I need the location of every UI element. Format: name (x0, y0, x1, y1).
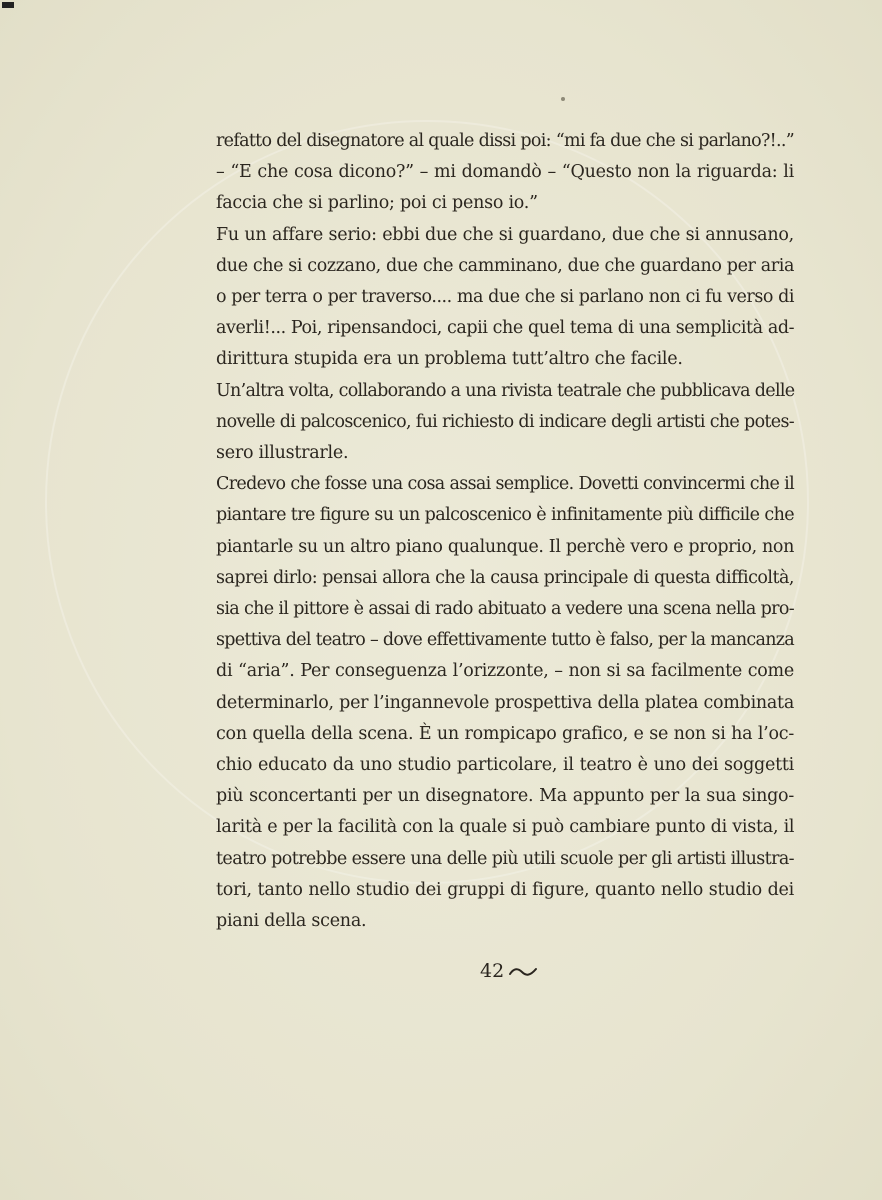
text-line: saprei dirlo: pensai allora che la causa principale di questa difficoltà, (216, 567, 794, 588)
text-line: – “E che cosa dicono?” – mi domandò – “Questo non la riguarda: li (216, 162, 794, 183)
text-line: Un’altra volta, collaborando a una rivista teatrale che pubblicava delle (216, 380, 795, 401)
text-line: o per terra o per traverso.... ma due che si parlano non ci fu verso di (216, 287, 794, 308)
text-line: piantarle su un altro piano qualunque. Il perchè vero e proprio, non (216, 536, 794, 557)
text-line: teatro potrebbe essere una delle più utili scuole per gli artisti illustra- (216, 848, 794, 869)
text-line: Credevo che fosse una cosa assai semplice. Dovetti convincermi che il (216, 474, 794, 495)
text-line: sia che il pittore è assai di rado abituato a vedere una scena nella pro- (216, 599, 794, 620)
text-line: chio educato da uno studio particolare, il teatro è uno dei soggetti (216, 755, 794, 776)
text-line: di “aria”. Per conseguenza l’orizzonte, – non si sa facilmente come (216, 661, 794, 682)
scan-corner-mark (2, 2, 14, 8)
text-line: più sconcertanti per un disegnatore. Ma appunto per la sua singo- (216, 786, 794, 807)
text-line: due che si cozzano, due che camminano, due che guardano per aria (216, 255, 794, 276)
flourish-icon (508, 966, 538, 978)
text-line: Fu un affare serio: ebbi due che si guardano, due che si annusano, (216, 224, 794, 245)
text-line: tori, tanto nello studio dei gruppi di figure, quanto nello studio dei (216, 879, 794, 900)
text-line: con quella della scena. È un rompicapo grafico, e se non si ha l’oc- (216, 723, 794, 744)
text-line: larità e per la facilità con la quale si può cambiare punto di vista, il (216, 817, 795, 838)
paper-speck (561, 97, 565, 101)
page-number-wrapper (480, 960, 538, 982)
text-line: sero illustrarle. (216, 443, 349, 464)
text-line: novelle di palcoscenico, fui richiesto di indicare degli artisti che potes- (216, 411, 794, 432)
text-line: refatto del disegnatore al quale dissi poi: “mi fa due che si parlano?!..” (216, 131, 794, 151)
text-line: dirittura stupida era un problema tutt’altro che facile. (216, 349, 683, 370)
text-line: spettiva del teatro – dove effettivamente tutto è falso, per la mancanza (216, 630, 794, 651)
page-number: 42 (480, 960, 505, 982)
body-text (216, 126, 794, 937)
text-line: faccia che si parlino; poi ci penso io.” (216, 193, 538, 214)
text-line: piantare tre figure su un palcoscenico è infinitamente più difficile che (216, 505, 794, 526)
text-line: determinarlo, per l’ingannevole prospettiva della platea combinata (216, 692, 794, 713)
text-line: piani della scena. (216, 911, 367, 932)
text-line: averli!... Poi, ripensandoci, capii che quel tema di una semplicità ad- (216, 318, 795, 339)
